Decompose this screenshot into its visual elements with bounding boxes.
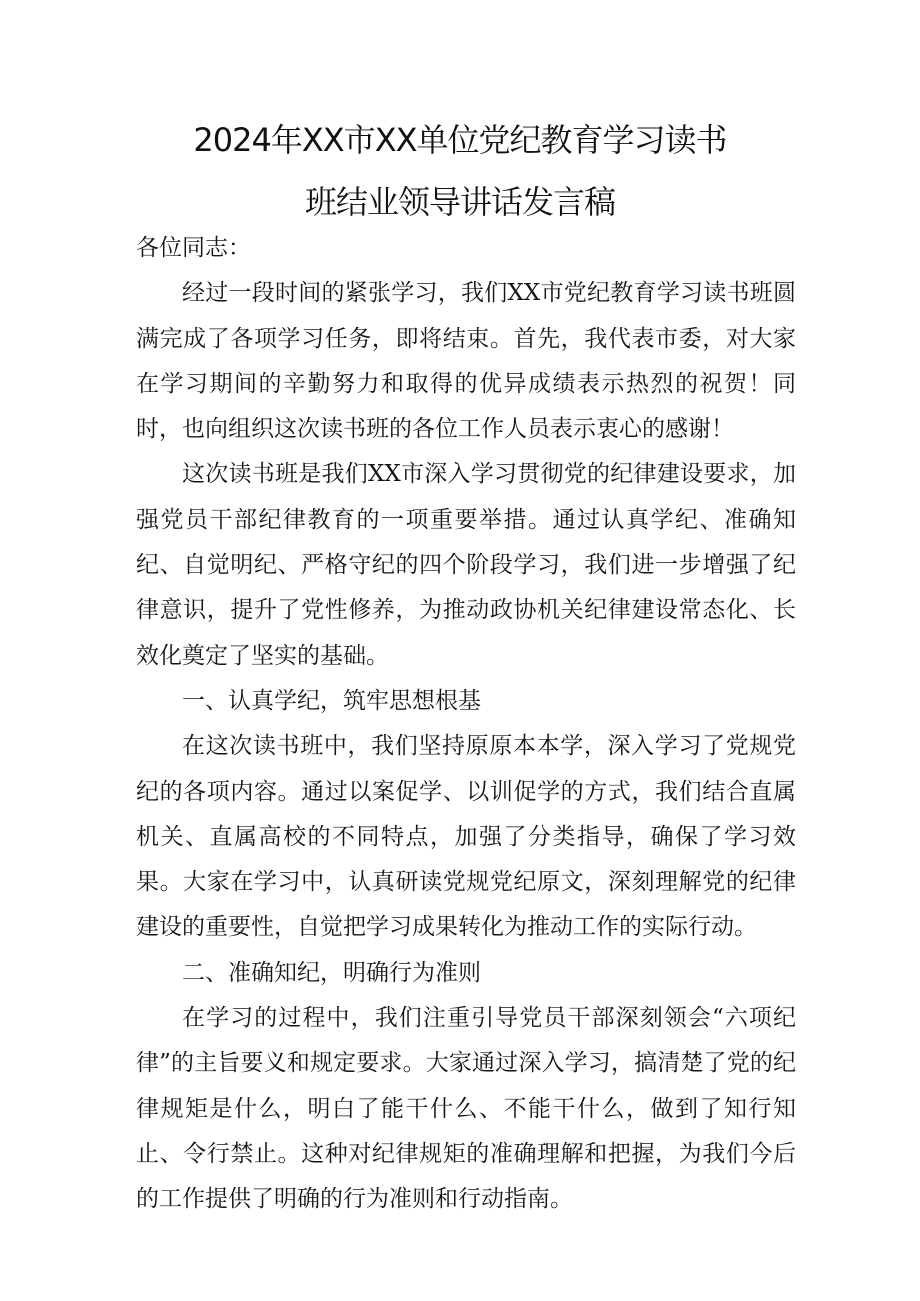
paragraph-section-1: 在这次读书班中，我们坚持原原本本学，深入学习了党规党纪的各项内容。通过以案促学、以训促学的方式，我们结合直属机关、直属高校的不同特点，加强了分类指导，确保了学习效果。大家在学习中，认真研读党规党纪原文，深刻理解党的纪律建设的重要性，自觉把学习成果转化为推动工作的实际行动。 (136, 733, 796, 941)
salutation: 各位同志： (136, 235, 251, 261)
document-body (136, 226, 796, 1223)
paragraph-overview: 这次读书班是我们XX市深入学习贯彻党的纪律建设要求，加强党员干部纪律教育的一项重要举措。通过认真学纪、准确知纪、自觉明纪、严格守纪的四个阶段学习，我们进一步增强了纪律意识，提升了党性修养，为推动政协机关纪律建设常态化、长效化奠定了坚实的基础。 (136, 461, 796, 669)
document-title-line-2: 班结业领导讲话发言稿 (304, 183, 615, 221)
section-heading-1: 一、认真学纪，筑牢思想根基 (182, 687, 481, 714)
document-title-line-1: 2024年XX市XX单位党纪教育学习读书 (193, 121, 727, 159)
section-heading-2: 二、准确知纪，明确行为准则 (182, 959, 481, 986)
paragraph-section-2: 在学习的过程中，我们注重引导党员干部深刻领会“六项纪律”的主旨要义和规定要求。大家通过深入学习，搞清楚了党的纪律规矩是什么，明白了能干什么、不能干什么，做到了知行知止、令行禁止。这种对纪律规矩的准确理解和把握，为我们今后的工作提供了明确的行为准则和行动指南。 (136, 1005, 796, 1213)
paragraph-intro: 经过一段时间的紧张学习，我们XX市党纪教育学习读书班圆满完成了各项学习任务，即将结束。首先，我代表市委，对大家在学习期间的辛勤努力和取得的优异成绩表示热烈的祝贺！同时，也向组织这次读书班的各位工作人员表示衷心的感谢！ (136, 280, 796, 443)
